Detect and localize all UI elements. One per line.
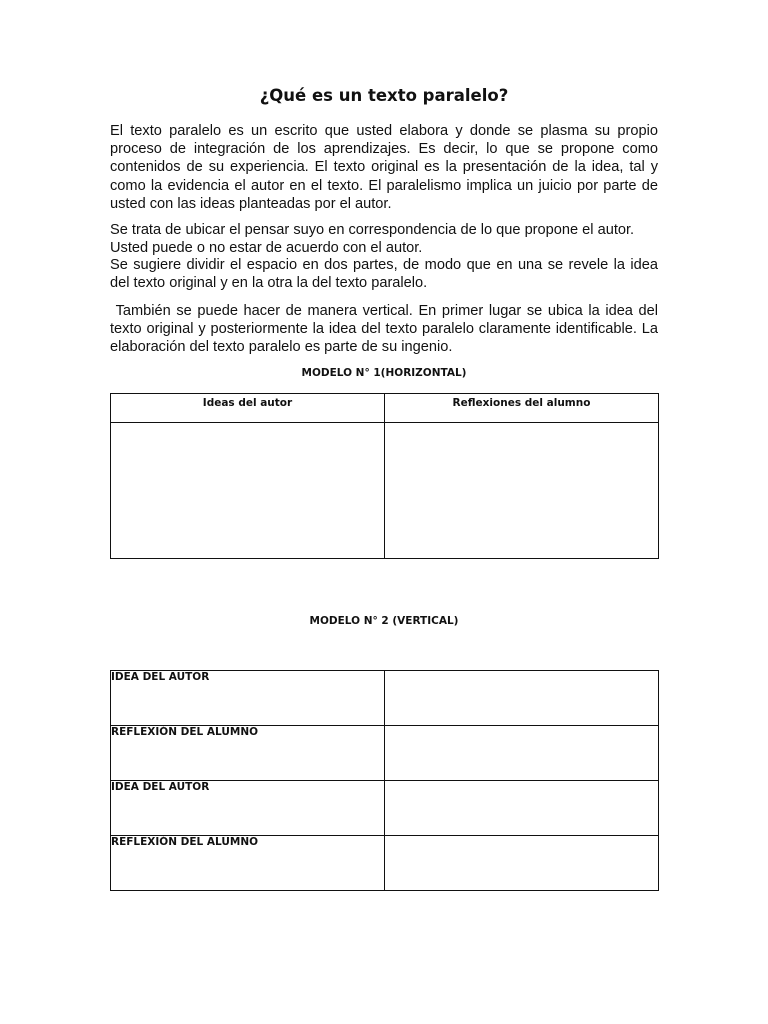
model2-blank-cell bbox=[385, 836, 659, 891]
model1-author-ideas-cell bbox=[111, 423, 385, 559]
paragraph-agreement: Usted puede o no estar de acuerdo con el autor. bbox=[110, 240, 423, 256]
paragraph-vertical: También se puede hacer de manera vertical. En primer lugar se ubica la idea del texto original y posteriormente la idea del texto paralelo claramente identificable. La elaboración del texto paralelo es parte de su ingenio. bbox=[110, 303, 663, 356]
model1-table bbox=[110, 393, 659, 559]
model1-caption: MODELO N° 1(HORIZONTAL) bbox=[301, 367, 467, 379]
paragraph-definition: El texto paralelo es un escrito que usted elabora y donde se plasma su propio proceso de integración de los aprendizajes. Es decir, lo que se propone como contenidos de su experiencia. El texto original es la presentación de la idea, tal y como la evidencia el autor en el texto. El paralelismo implica un juicio por parte de usted con las ideas planteadas por el autor. bbox=[110, 123, 658, 212]
paragraph-division: Se sugiere dividir el espacio en dos partes, de modo que en una se revele la idea del texto original y en la otra la del texto paralelo. bbox=[110, 257, 658, 292]
document-title: ¿Qué es un texto paralelo? bbox=[259, 86, 509, 105]
paragraph-correspondence: Se trata de ubicar el pensar suyo en correspondencia de lo que propone el autor. bbox=[110, 222, 635, 238]
model1-student-reflections-cell bbox=[385, 423, 659, 559]
model2-row bbox=[111, 781, 659, 836]
model2-label-student-reflection: REFLEXIÓN DEL ALUMNO bbox=[111, 836, 385, 891]
model1-header-student-reflections: Reflexiones del alumno bbox=[385, 394, 659, 423]
model2-row bbox=[111, 836, 659, 891]
model2-blank-cell bbox=[385, 781, 659, 836]
model1-header-author-ideas: Ideas del autor bbox=[111, 394, 385, 423]
model2-caption: MODELO N° 2 (VERTICAL) bbox=[309, 615, 459, 627]
model2-row bbox=[111, 726, 659, 781]
model2-row bbox=[111, 671, 659, 726]
model2-table bbox=[110, 670, 659, 891]
model2-label-author-idea: IDEA DEL AUTOR bbox=[111, 781, 385, 836]
model2-label-student-reflection: REFLEXIÓN DEL ALUMNO bbox=[111, 726, 385, 781]
model2-label-author-idea: IDEA DEL AUTOR bbox=[111, 671, 385, 726]
model2-blank-cell bbox=[385, 671, 659, 726]
model2-blank-cell bbox=[385, 726, 659, 781]
model1-blank-row bbox=[111, 423, 659, 559]
model1-header-row bbox=[111, 394, 659, 423]
